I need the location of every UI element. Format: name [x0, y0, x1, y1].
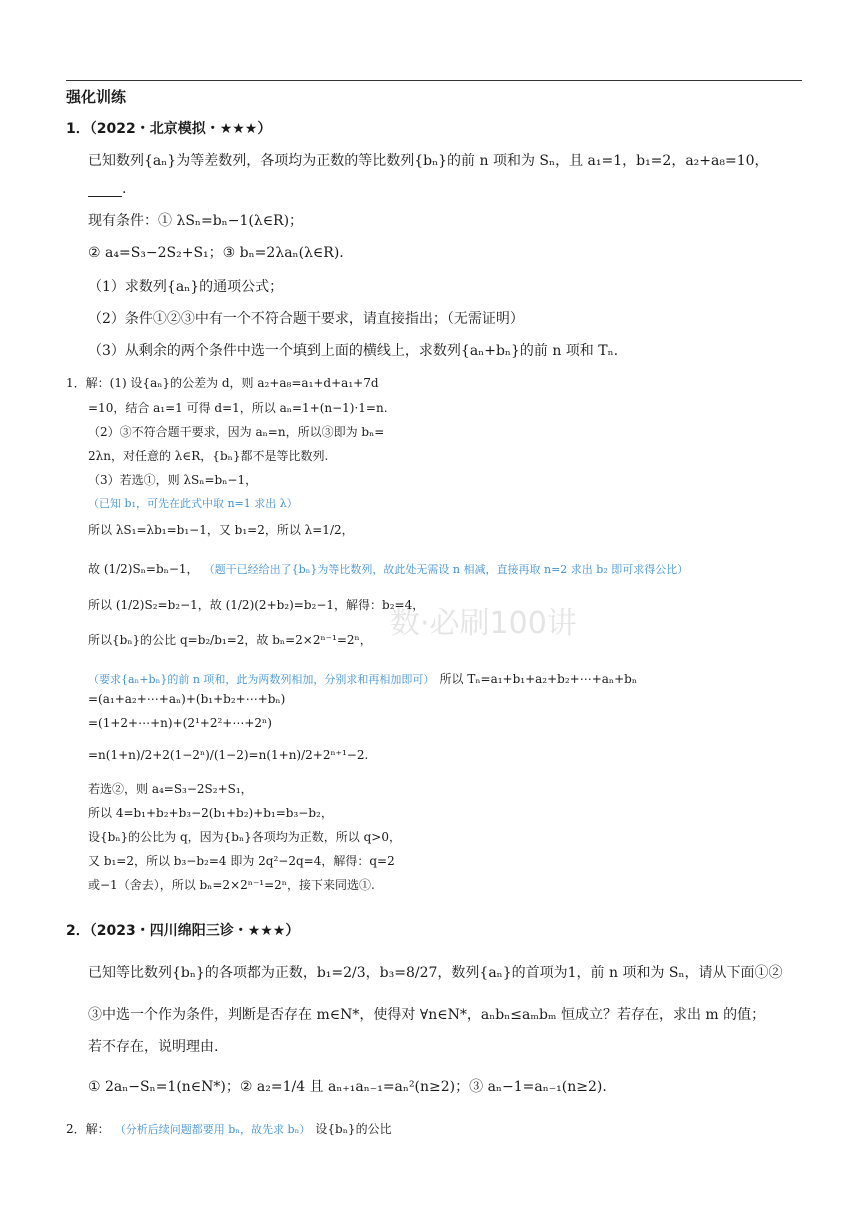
solution1-line-8: 所以 (1/2)S₂=b₂−1，故 (1/2)(2+b₂)=b₂−1，解得：b₂=4， — [88, 598, 425, 612]
solution1-line-12: =(1+2+⋯+n)+(2¹+2²+⋯+2ⁿ) — [88, 716, 272, 730]
solution1-line-7-row — [88, 558, 688, 577]
solution1-line-13: =n(1+n)/2+2(1−2ⁿ)/(1−2)=n(1+n)/2+2ⁿ⁺¹−2. — [88, 748, 369, 762]
problem1-line-3: ② a₄=S₃−2S₂+S₁；③ bₙ=2λaₙ(λ∈R). — [88, 245, 344, 261]
problem1-line-4: （1）求数列{aₙ}的通项公式； — [88, 279, 284, 295]
solution1-line-14: 若选②，则 a₄=S₃−2S₂+S₁， — [88, 782, 253, 796]
problem1-line-6: （3）从剩余的两个条件中选一个填到上面的横线上，求数列{aₙ+bₙ}的前 n 项和 Tₙ. — [88, 343, 619, 359]
problem1-blank: . — [88, 178, 126, 197]
problem1-line-2: 现有条件：① λSₙ=bₙ−1(λ∈R)； — [88, 213, 304, 229]
solution1-line-1: 1．解：(1) 设{aₙ}的公差为 d，则 a₂+a₈=a₁+d+a₁+7d — [66, 376, 379, 390]
solution2-prefix: 2．解： — [66, 1122, 110, 1136]
solution1-line-2: =10，结合 a₁=1 可得 d=1，所以 aₙ=1+(n−1)·1=n. — [88, 401, 388, 415]
problem2-line-2: ③中选一个作为条件，判断是否存在 m∈N*，使得对 ∀n∈N*，aₙbₙ≤aₘbₘ 恒成立？若存在，求出 m 的值； — [88, 1007, 766, 1023]
problem1-header: 1．（2022・北京模拟・★★★） — [66, 121, 272, 137]
solution2-suffix: 设{bₙ}的公比 — [315, 1122, 392, 1136]
section-title: 强化训练 — [66, 88, 127, 106]
solution2-row — [66, 1118, 392, 1137]
solution1-line-3: （2）③不符合题干要求，因为 aₙ=n，所以③即为 bₙ= — [88, 425, 385, 439]
solution1-line-5: （3）若选①，则 λSₙ=bₙ−1， — [88, 473, 258, 487]
solution1-line-4: 2λn，对任意的 λ∈R，{bₙ}都不是等比数列. — [88, 449, 329, 463]
solution1-line-18: 或−1（舍去），所以 bₙ=2×2ⁿ⁻¹=2ⁿ，接下来同选①. — [88, 878, 375, 892]
problem2-line-1: 已知等比数列{bₙ}的各项都为正数，b₁=2/3，b₃=8/27，数列{aₙ}的首项为1，前 n 项和为 Sₙ，请从下面①② — [88, 965, 783, 981]
solution1-line-10-row — [88, 668, 637, 687]
solution1-line-9: 所以{bₙ}的公比 q=b₂/b₁=2，故 bₙ=2×2ⁿ⁻¹=2ⁿ， — [88, 633, 372, 647]
solution1-note-1: （已知 b₁，可先在此式中取 n=1 求出 λ） — [88, 497, 298, 510]
solution1-line-15: 所以 4=b₁+b₂+b₃−2(b₁+b₂)+b₁=b₃−b₂， — [88, 806, 333, 820]
solution1-line-17: 又 b₁=2，所以 b₃−b₂=4 即为 2q²−2q=4，解得：q=2 — [88, 854, 395, 868]
problem2-header: 2．（2023・四川绵阳三诊・★★★） — [66, 923, 300, 939]
solution1-line-10: 所以 Tₙ=a₁+b₁+a₂+b₂+⋯+aₙ+bₙ — [439, 672, 638, 686]
solution1-line-7: 故 (1/2)Sₙ=bₙ−1， — [88, 562, 199, 576]
problem1-line-1: 已知数列{aₙ}为等差数列，各项均为正数的等比数列{bₙ}的前 n 项和为 Sₙ，且 a₁=1，b₁=2，a₂+a₈=10， — [88, 153, 769, 169]
solution2-note: （分析后续问题都要用 bₙ，故先求 bₙ） — [114, 1123, 311, 1136]
problem1-line-5: （2）条件①②③中有一个不符合题干要求，请直接指出；（无需证明） — [88, 311, 524, 327]
watermark: 数·必刷100讲 — [390, 606, 577, 641]
top-rule — [66, 80, 802, 81]
problem2-line-4: ① 2aₙ−Sₙ=1(n∈N*)；② a₂=1/4 且 aₙ₊₁aₙ₋₁=aₙ²(n≥2)；③ aₙ−1=aₙ₋₁(n≥2). — [88, 1079, 607, 1095]
solution1-note-3: （要求{aₙ+bₙ}的前 n 项和，此为两数列相加，分别求和再相加即可） — [88, 673, 435, 686]
solution1-line-6: 所以 λS₁=λb₁=b₁−1，又 b₁=2，所以 λ=1/2， — [88, 523, 354, 537]
solution1-line-16: 设{bₙ}的公比为 q，因为{bₙ}各项均为正数，所以 q>0， — [88, 830, 401, 844]
solution1-line-11: =(a₁+a₂+⋯+aₙ)+(b₁+b₂+⋯+bₙ) — [88, 692, 286, 706]
solution1-note-2: （题干已经给出了{bₙ}为等比数列，故此处无需设 n 相减，直接再取 n=2 求出 b₂ 即可求得公比） — [203, 563, 689, 576]
problem2-line-3: 若不存在，说明理由. — [88, 1039, 219, 1055]
